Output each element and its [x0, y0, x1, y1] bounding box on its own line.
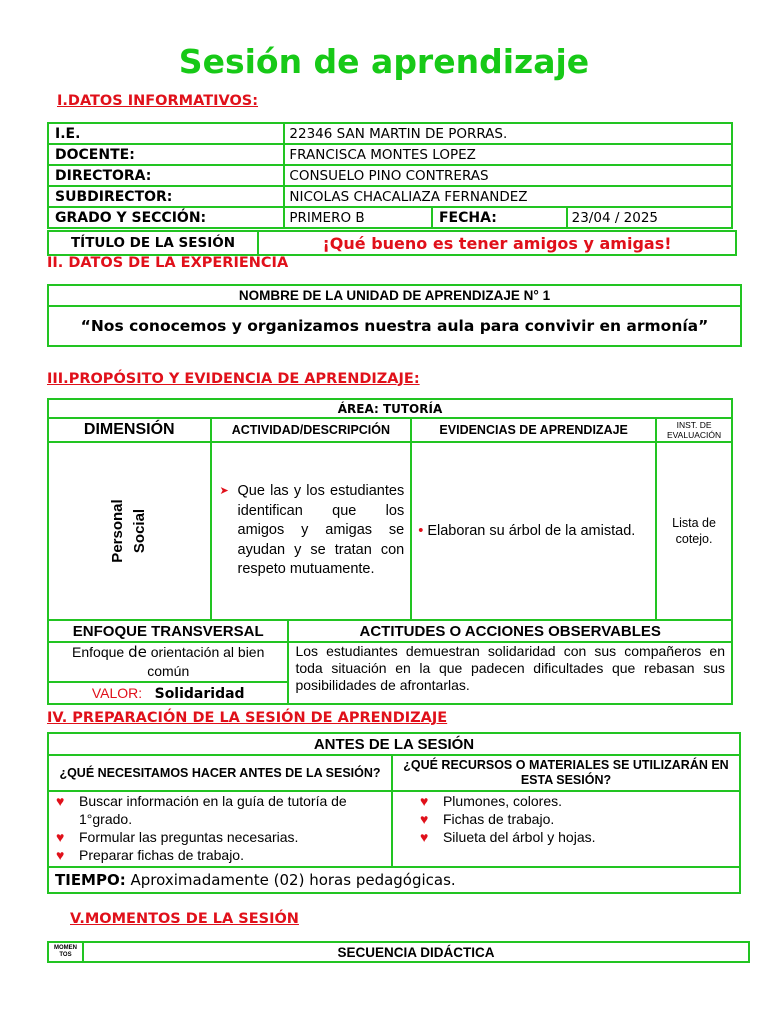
momentos-label-1: MOMEN: [53, 945, 77, 951]
col-actividad: ACTIVIDAD/DESCRIPCIÓN: [211, 418, 412, 442]
actividad-text: Que las y los estudiantes identifican que los amigos y amigas se ayudan y se tratan con respeto mutuamente.: [237, 483, 405, 578]
enfoque-table: [47, 619, 733, 705]
grado-label: GRADO Y SECCIÓN:: [48, 207, 284, 228]
info-row-directora: [48, 165, 732, 186]
unidad-table: [47, 284, 742, 347]
info-label: DIRECTORA:: [48, 165, 284, 186]
section-momentos: V.MOMENTOS DE LA SESIÓN: [70, 911, 299, 927]
momentos-label-2: TOS: [59, 952, 72, 958]
info-row-ie: [48, 123, 732, 144]
section-preparacion: IV. PREPARACIÓN DE LA SESIÓN DE APRENDIZAJE: [47, 710, 448, 726]
col-instrumento: INST. DE EVALUACIÓN: [656, 418, 732, 442]
list-item: ♥ Plumones, colores.: [417, 792, 735, 810]
list-item: ♥ Silueta del árbol y hojas.: [417, 828, 735, 846]
info-label: SUBDIRECTOR:: [48, 186, 284, 207]
enfoque-word: Enfoque: [72, 644, 125, 660]
enfoque-rest: orientación al bien común: [147, 644, 265, 679]
antes-right-cell: [392, 791, 740, 867]
list-item: ♥ Formular las preguntas necesarias.: [53, 828, 387, 846]
info-row-docente: [48, 144, 732, 165]
info-value: NICOLAS CHACALIAZA FERNANDEZ: [284, 186, 732, 207]
bullet-icon: •: [418, 523, 424, 539]
info-label: DOCENTE:: [48, 144, 284, 165]
arrow-bullet-icon: ➤: [219, 485, 229, 498]
enfoque-de: de: [128, 643, 147, 661]
area-header: ÁREA: TUTORÍA: [48, 399, 732, 418]
info-label: I.E.: [48, 123, 284, 144]
section-datos-experiencia: II. DATOS DE LA EXPERIENCIA: [47, 255, 289, 271]
antes-table: [47, 732, 741, 894]
antes-header: ANTES DE LA SESIÓN: [48, 733, 740, 755]
valor-label: VALOR:: [91, 684, 143, 701]
info-row-grado: [48, 207, 732, 228]
secuencia-header: SECUENCIA DIDÁCTICA: [83, 942, 749, 962]
col-evidencias: EVIDENCIAS DE APRENDIZAJE: [411, 418, 656, 442]
titulo-sesion-table: [47, 230, 737, 256]
momentos-col: [48, 942, 83, 962]
actitudes-header: ACTITUDES O ACCIONES OBSERVABLES: [288, 620, 732, 642]
enfoque-cell: [48, 642, 288, 682]
dimension-cell: [48, 442, 211, 620]
tiempo-cell: [48, 867, 740, 893]
page-title: Sesión de aprendizaje: [178, 42, 590, 81]
antes-q1: ¿QUÉ NECESITAMOS HACER ANTES DE LA SESIÓN?: [48, 755, 392, 791]
antes-left-list: [53, 792, 387, 864]
antes-right-list: [417, 792, 735, 846]
instrumento-text: Lista de cotejo.: [656, 442, 732, 620]
info-value: 22346 SAN MARTIN DE PORRAS.: [284, 123, 732, 144]
list-item: ♥ Buscar información en la guía de tutoría de 1°grado.: [53, 792, 387, 828]
tiempo-label: TIEMPO:: [55, 871, 126, 889]
fecha-value: 23/04 / 2025: [567, 207, 732, 228]
info-row-subdirector: [48, 186, 732, 207]
list-item: ♥ Fichas de trabajo.: [417, 810, 735, 828]
tiempo-value: Aproximadamente (02) horas pedagógicas.: [130, 871, 456, 889]
dimension-social: Social: [131, 508, 149, 554]
valor-cell: [48, 682, 288, 704]
proposito-table: [47, 398, 733, 621]
evidencias-text: Elaboran su árbol de la amistad.: [427, 523, 636, 539]
section-proposito: III.PROPÓSITO Y EVIDENCIA DE APRENDIZAJE:: [47, 371, 420, 387]
dimension-personal: Personal: [109, 499, 127, 563]
grado-value: PRIMERO B: [284, 207, 432, 228]
titulo-sesion-label: TÍTULO DE LA SESIÓN: [48, 231, 258, 255]
unidad-header: NOMBRE DE LA UNIDAD DE APRENDIZAJE N° 1: [48, 285, 741, 306]
evidencias-cell: [411, 442, 656, 620]
enfoque-header: ENFOQUE TRANSVERSAL: [48, 620, 288, 642]
info-table: [47, 122, 733, 229]
antes-q2: ¿QUÉ RECURSOS O MATERIALES SE UTILIZARÁN EN ESTA SESIÓN?: [392, 755, 740, 791]
col-dimension: DIMENSIÓN: [48, 418, 211, 442]
antes-left-cell: [48, 791, 392, 867]
actividad-cell: [211, 442, 412, 620]
list-item: ♥ Preparar fichas de trabajo.: [53, 846, 387, 864]
info-value: FRANCISCA MONTES LOPEZ: [284, 144, 732, 165]
momentos-table: [47, 941, 750, 963]
unidad-name: “Nos conocemos y organizamos nuestra aula para convivir en armonía”: [48, 306, 741, 346]
fecha-label: FECHA:: [432, 207, 567, 228]
info-value: CONSUELO PINO CONTRERAS: [284, 165, 732, 186]
titulo-sesion-value: ¡Qué bueno es tener amigos y amigas!: [258, 231, 736, 255]
section-datos-informativos: I.DATOS INFORMATIVOS:: [57, 93, 259, 109]
valor-value: Solidaridad: [154, 685, 245, 702]
actitudes-text: Los estudiantes demuestran solidaridad con sus compañeros en toda situación en la que padecen dificultades que rebasan sus posibilidades de afrontarlas.: [288, 642, 732, 704]
